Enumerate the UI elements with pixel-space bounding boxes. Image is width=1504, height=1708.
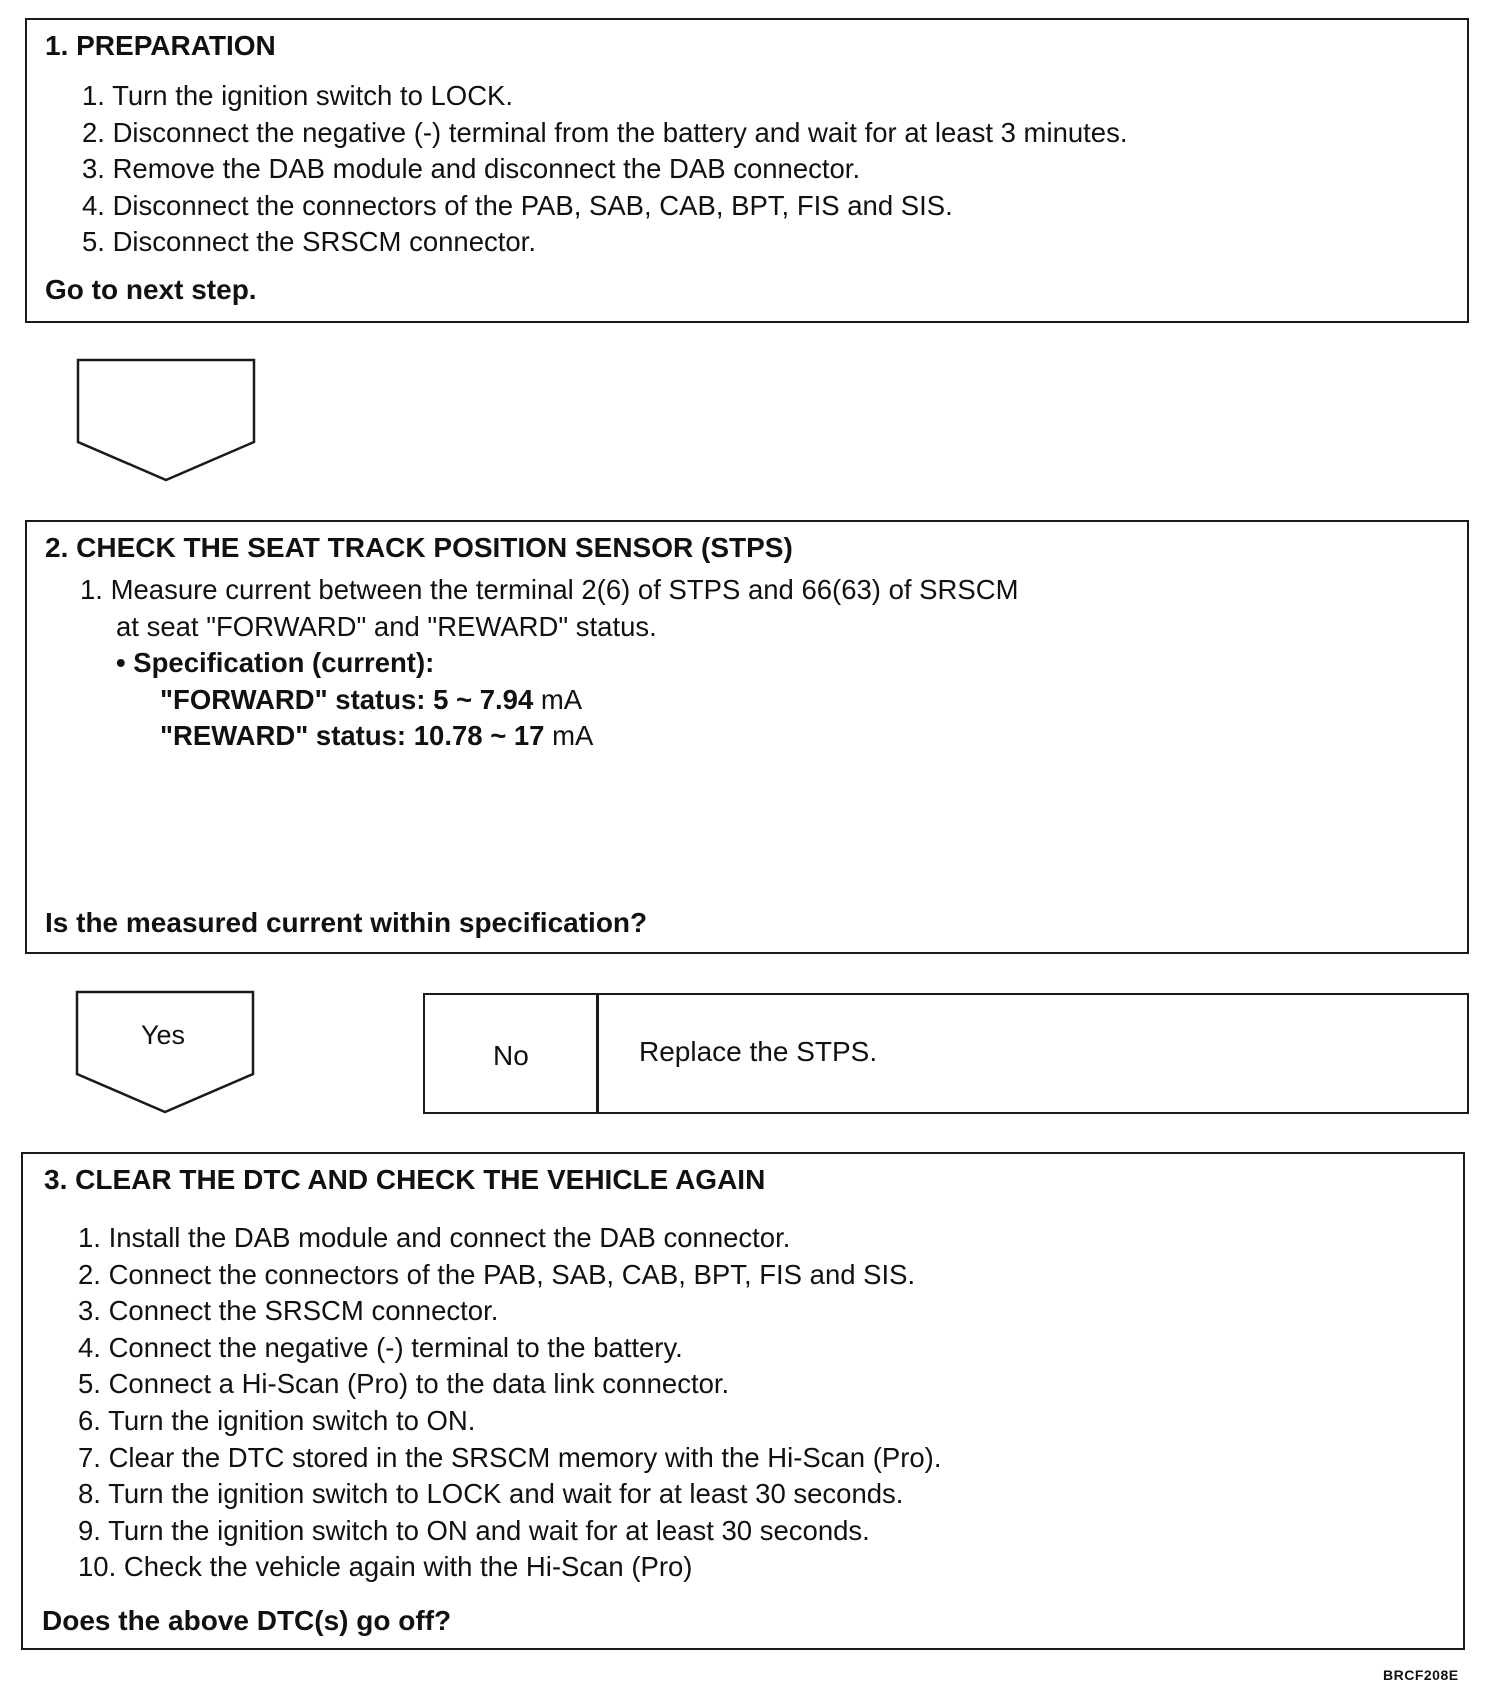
list-item: 5. Disconnect the SRSCM connector.	[82, 226, 536, 258]
list-item: 9. Turn the ignition switch to ON and wait for at least 30 seconds.	[78, 1514, 870, 1546]
yes-arrow-icon	[75, 990, 257, 1116]
spec-forward-value: "FORWARD" status: 5 ~ 7.94	[160, 684, 534, 715]
list-item: 10. Check the vehicle again with the Hi-Scan (Pro)	[78, 1551, 693, 1583]
yes-label: Yes	[141, 1020, 186, 1050]
step3-title: 3. CLEAR THE DTC AND CHECK THE VEHICLE AGAIN	[44, 1164, 766, 1195]
step2-instruction-cont: at seat "FORWARD" and "REWARD" status.	[116, 611, 657, 642]
step2-footer: Is the measured current within specification?	[45, 907, 648, 938]
list-item: 1. Turn the ignition switch to LOCK.	[82, 80, 514, 111]
step2-instruction: 1. Measure current between the terminal 2(6) of STPS and 66(63) of SRSCM	[80, 574, 1019, 605]
list-item: 8. Turn the ignition switch to LOCK and wait for at least 30 seconds.	[78, 1478, 904, 1510]
list-item: 2. Disconnect the negative (-) terminal from the battery and wait for at least 3 minutes.	[82, 116, 1128, 148]
list-item: 2. Connect the connectors of the PAB, SAB, CAB, BPT, FIS and SIS.	[78, 1258, 916, 1290]
list-item: 5. Connect a Hi-Scan (Pro) to the data link connector.	[78, 1368, 730, 1400]
step3-list	[78, 1220, 941, 1586]
no-branch-box	[423, 993, 1469, 1114]
figure-code: BRCF208E	[1383, 1667, 1459, 1683]
spec-forward	[160, 684, 582, 716]
no-label: No	[493, 1040, 529, 1071]
list-item: 6. Turn the ignition switch to ON.	[78, 1404, 476, 1436]
list-item: 4. Disconnect the connectors of the PAB, SAB, CAB, BPT, FIS and SIS.	[82, 189, 953, 221]
spec-forward-unit: mA	[533, 684, 583, 715]
step1-list	[82, 78, 1127, 261]
spec-reward-value: "REWARD" status: 10.78 ~ 17	[160, 720, 545, 751]
list-item: 3. Connect the SRSCM connector.	[78, 1295, 499, 1327]
step1-footer: Go to next step.	[45, 274, 257, 305]
spec-reward	[160, 720, 593, 752]
step1-title: 1. PREPARATION	[45, 30, 276, 61]
list-item: 7. Clear the DTC stored in the SRSCM memory with the Hi-Scan (Pro).	[78, 1441, 942, 1473]
no-divider	[596, 993, 599, 1114]
list-item: 1. Install the DAB module and connect the DAB connector.	[78, 1222, 791, 1253]
list-item: 4. Connect the negative (-) terminal to the battery.	[78, 1331, 683, 1363]
list-item: 3. Remove the DAB module and disconnect the DAB connector.	[82, 153, 861, 185]
no-action: Replace the STPS.	[639, 1036, 878, 1067]
spec-reward-unit: mA	[544, 720, 594, 751]
down-arrow-icon	[76, 358, 258, 484]
spec-label: • Specification (current):	[116, 647, 435, 678]
step2-title: 2. CHECK THE SEAT TRACK POSITION SENSOR (STPS)	[45, 532, 793, 563]
step3-footer: Does the above DTC(s) go off?	[42, 1605, 452, 1636]
